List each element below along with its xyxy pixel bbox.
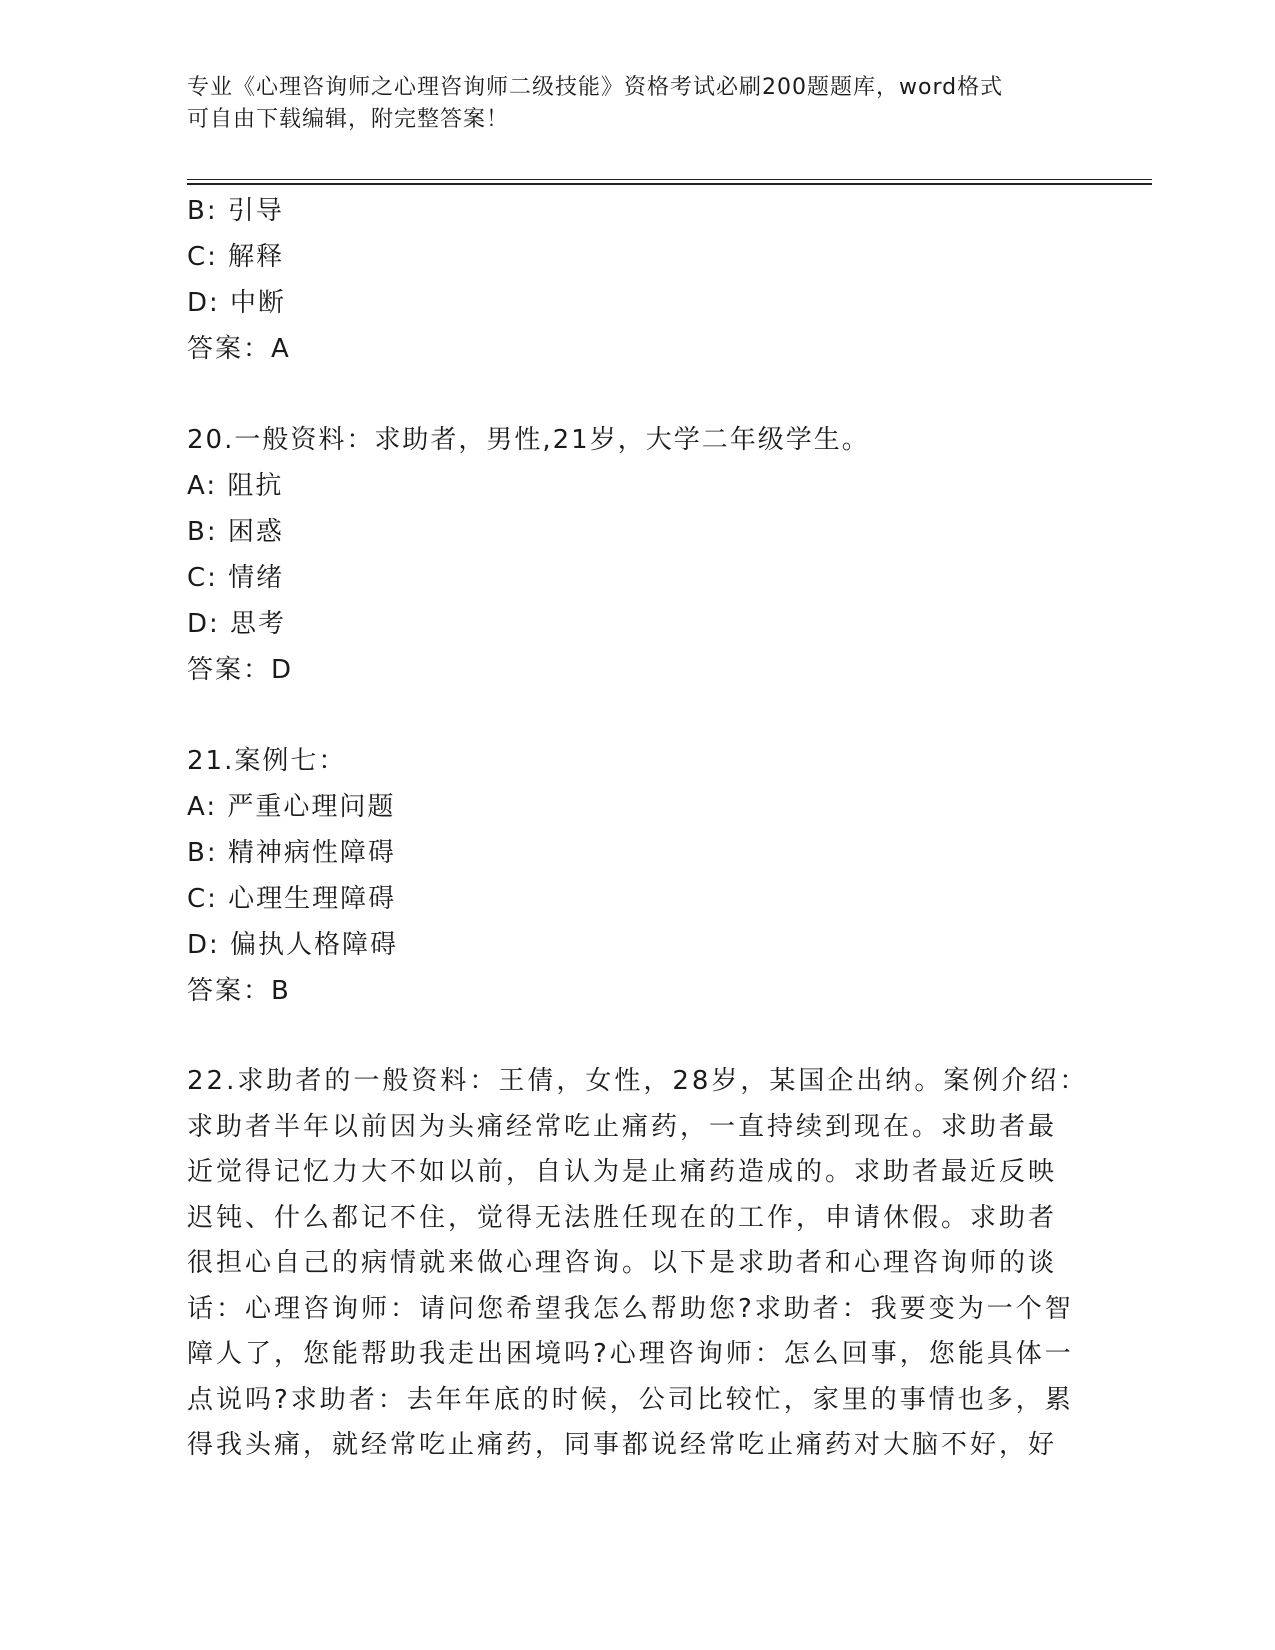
- paragraph-line: 求助者半年以前因为头痛经常吃止痛药，一直持续到现在。求助者最: [187, 1111, 1058, 1142]
- option-b: B: 精神病性障碍: [187, 838, 396, 868]
- paragraph-line: 话：心理咨询师：请问您希望我怎么帮助您?求助者：我要变为一个智: [187, 1293, 1074, 1324]
- paragraph-line: 得我头痛，就经常吃止痛药，同事都说经常吃止痛药对大脑不好，好: [187, 1430, 1058, 1460]
- question-21: [187, 738, 1087, 1014]
- option-b: B: 困惑: [187, 517, 284, 547]
- header-line-2: 可自由下载编辑，附完整答案！: [187, 107, 510, 132]
- answer-line: 答案：D: [187, 655, 294, 685]
- option-c: C: 情绪: [187, 563, 285, 593]
- question-22: [187, 1059, 1087, 1469]
- spacer: [187, 693, 1087, 738]
- option-c: C: 解释: [187, 242, 285, 272]
- paragraph-line: 近觉得记忆力大不如以前，自认为是止痛药造成的。求助者最近反映: [187, 1157, 1058, 1187]
- option-a: A: 严重心理问题: [187, 792, 396, 822]
- answer-line: 答案：A: [187, 334, 291, 364]
- header-rule-top: [187, 179, 1152, 180]
- header-rule-bottom: [187, 183, 1152, 185]
- answer-line: 答案：B: [187, 976, 291, 1006]
- option-d: D: 思考: [187, 609, 287, 639]
- option-d: D: 中断: [187, 288, 287, 318]
- question-stem: 20.一般资料：求助者，男性,21岁，大学二年级学生。: [187, 425, 870, 455]
- question-stem: 21.案例七：: [187, 746, 347, 776]
- option-b: B: 引导: [187, 196, 284, 226]
- paragraph-line: 点说吗?求助者：去年年底的时候，公司比较忙，家里的事情也多，累: [187, 1384, 1074, 1415]
- paragraph-line: 障人了，您能帮助我走出困境吗?心理咨询师：怎么回事，您能具体一: [187, 1339, 1074, 1369]
- document-body: [187, 188, 1087, 1469]
- option-a: A: 阻抗: [187, 471, 284, 501]
- paragraph-line: 22.求助者的一般资料：王倩，女性，28岁，某国企出纳。案例介绍：: [187, 1066, 1089, 1096]
- spacer: [187, 1014, 1087, 1059]
- document-header: [187, 72, 1087, 136]
- paragraph-line: 很担心自己的病情就来做心理咨询。以下是求助者和心理咨询师的谈: [187, 1248, 1058, 1278]
- option-d: D: 偏执人格障碍: [187, 930, 399, 960]
- question-20: [187, 417, 1087, 693]
- question-19: [187, 188, 1087, 372]
- spacer: [187, 372, 1087, 417]
- paragraph-line: 迟钝、什么都记不住，觉得无法胜任现在的工作，申请休假。求助者: [187, 1202, 1058, 1233]
- header-line-1: 专业《心理咨询师之心理咨询师二级技能》资格考试必刷200题题库，word格式: [187, 75, 1004, 100]
- option-c: C: 心理生理障碍: [187, 884, 397, 914]
